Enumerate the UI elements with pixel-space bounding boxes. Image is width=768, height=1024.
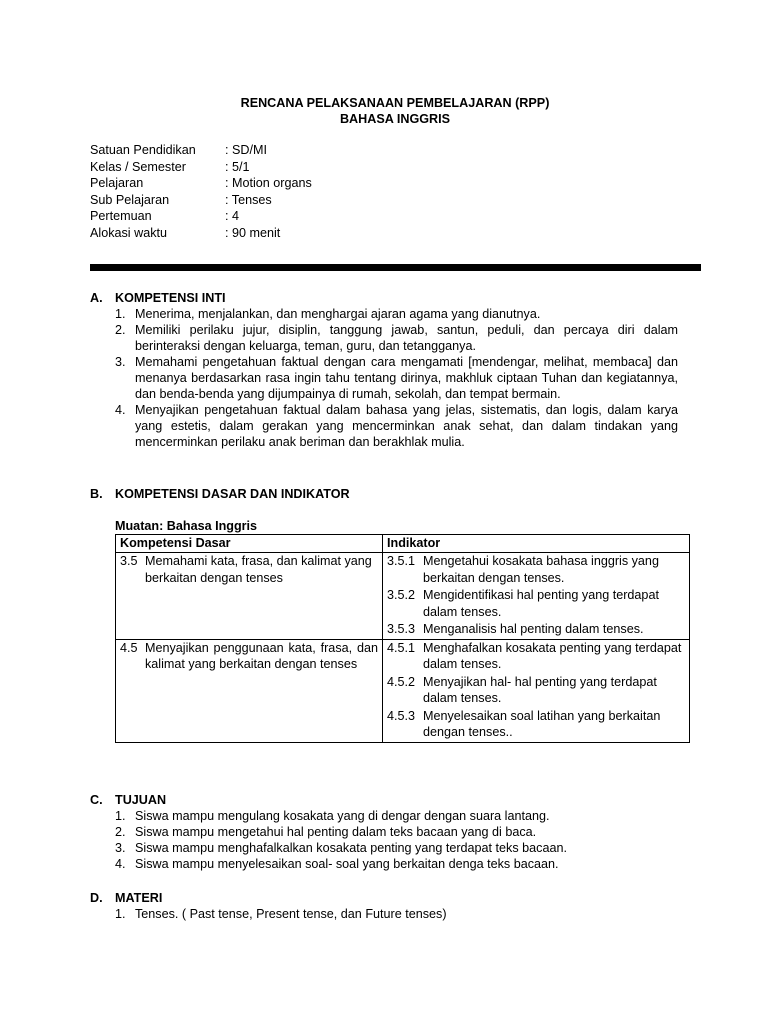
section-c-heading xyxy=(90,792,166,808)
section-title: MATERI xyxy=(115,891,163,905)
kd-cell xyxy=(116,553,383,640)
document-title: RENCANA PELAKSANAAN PEMBELAJARAN (RPP) xyxy=(240,96,550,110)
list-item xyxy=(115,808,678,824)
indicator-text: Menyajikan hal- hal penting yang terdapat dalam tenses. xyxy=(423,674,657,705)
meta-value: : 5/1 xyxy=(225,159,250,174)
indicator-text: Menghafalkan kosakata penting yang terdapat dalam tenses. xyxy=(423,640,682,671)
kd-text: Memahami kata, frasa, dan kalimat yang berkaitan dengan tenses xyxy=(145,554,372,585)
indicator-code: 3.5.3 xyxy=(387,622,416,636)
indicator-text: Mengetahui kosakata bahasa inggris yang berkaitan dengan tenses. xyxy=(423,554,659,585)
list-text: Siswa mampu mengetahui hal penting dalam teks bacaan yang di baca. xyxy=(135,825,537,839)
list-text: Tenses. ( Past tense, Present tense, dan Future tenses) xyxy=(135,907,447,921)
meta-row xyxy=(90,208,312,225)
indikator-cell xyxy=(383,553,690,640)
meta-label: Sub Pelajaran xyxy=(90,192,170,207)
meta-row xyxy=(90,142,312,159)
list-item xyxy=(115,322,678,354)
list-text: Menyajikan pengetahuan faktual dalam bahasa yang jelas, sistematis, dan logis, dalam karya yang estetis, dalam gerakan yang mencerminkan anak sehat, dan dalam tindakan yang mencerminkan perilaku anak beriman dan berakhlak mulia. xyxy=(135,403,678,449)
meta-value: : Motion organs xyxy=(225,176,312,190)
list-text: Memiliki perilaku jujur, disiplin, tanggung jawab, santun, peduli, dan percaya diri dalam berinteraksi dengan keluarga, teman, guru, dan tetangganya. xyxy=(135,323,678,353)
table-header-indikator: Indikator xyxy=(383,535,690,553)
list-number: 3. xyxy=(115,355,126,369)
list-text: Siswa mampu menyelesaikan soal- soal yang berkaitan denga teks bacaan. xyxy=(135,857,559,871)
meta-label: Kelas / Semester xyxy=(90,159,186,174)
indicator-code: 4.5.1 xyxy=(387,640,416,655)
kd-item xyxy=(120,640,378,673)
list-number: 1. xyxy=(115,907,126,921)
kd-item xyxy=(120,553,378,586)
list-item xyxy=(115,824,678,840)
section-b-heading xyxy=(90,486,350,502)
list-number: 1. xyxy=(115,307,126,321)
section-letter: A. xyxy=(90,291,103,305)
list-text: Memahami pengetahuan faktual dengan cara mengamati [mendengar, melihat, membaca] dan menanya berdasarkan rasa ingin tahu tentang dirinya, makhluk ciptaan Tuhan dan kegiatannya, dan benda-benda yang dijumpainya di rumah, sekolah, dan tempat bermain. xyxy=(135,355,678,401)
section-title: KOMPETENSI DASAR DAN INDIKATOR xyxy=(115,487,350,501)
section-letter: D. xyxy=(90,891,103,905)
list-item xyxy=(115,306,678,322)
section-title: KOMPETENSI INTI xyxy=(115,291,226,305)
indicator-text: Mengidentifikasi hal penting yang terdapat dalam tenses. xyxy=(423,588,659,619)
table-row xyxy=(116,553,690,640)
meta-value: : 4 xyxy=(225,209,240,223)
list-item xyxy=(115,840,678,856)
list-item xyxy=(115,906,678,922)
meta-label: Alokasi waktu xyxy=(90,225,167,240)
indicator-item xyxy=(387,587,685,620)
indicator-code: 3.5.1 xyxy=(387,554,416,568)
indicator-code: 3.5.2 xyxy=(387,588,416,602)
section-letter: B. xyxy=(90,487,103,501)
list-number: 4. xyxy=(115,857,126,871)
muatan-label: Muatan: Bahasa Inggris xyxy=(115,519,258,533)
meta-value: : SD/MI xyxy=(225,143,267,157)
table-header-row xyxy=(116,535,690,553)
meta-label: Pertemuan xyxy=(90,209,152,223)
list-number: 1. xyxy=(115,809,126,823)
materi-list xyxy=(115,906,678,922)
section-a-heading xyxy=(90,290,226,306)
kd-code: 4.5 xyxy=(120,640,138,655)
list-item xyxy=(115,402,678,450)
meta-label: Pelajaran xyxy=(90,176,144,190)
section-d-heading xyxy=(90,890,162,906)
kompetensi-inti-list xyxy=(115,306,678,450)
list-number: 2. xyxy=(115,825,126,839)
indicator-item xyxy=(387,674,685,707)
table-row xyxy=(116,639,690,742)
kd-code: 3.5 xyxy=(120,554,138,568)
meta-label: Satuan Pendidikan xyxy=(90,143,196,157)
meta-row xyxy=(90,175,312,192)
section-letter: C. xyxy=(90,793,103,807)
meta-value: : Tenses xyxy=(225,192,272,207)
list-item xyxy=(115,856,678,872)
meta-row xyxy=(90,192,312,209)
indicator-text: Menganalisis hal penting dalam tenses. xyxy=(423,622,644,636)
indikator-cell xyxy=(383,639,690,742)
identity-block xyxy=(90,142,312,241)
kompetensi-table xyxy=(115,534,690,743)
indicator-item xyxy=(387,621,685,638)
indicator-code: 4.5.2 xyxy=(387,674,416,689)
meta-row xyxy=(90,159,312,176)
list-text: Siswa mampu mengulang kosakata yang di dengar dengan suara lantang. xyxy=(135,809,550,823)
list-number: 3. xyxy=(115,841,126,855)
kd-text: Menyajikan penggunaan kata, frasa, dan kalimat yang berkaitan dengan tenses xyxy=(145,640,378,671)
meta-row xyxy=(90,225,312,242)
section-title: TUJUAN xyxy=(115,793,167,807)
table-header-kd: Kompetensi Dasar xyxy=(116,535,383,553)
document-subtitle: BAHASA INGGRIS xyxy=(339,112,451,126)
divider-rule xyxy=(90,264,701,271)
list-item xyxy=(115,354,678,402)
indicator-item xyxy=(387,708,685,741)
tujuan-list xyxy=(115,808,678,872)
meta-value: : 90 menit xyxy=(225,225,281,240)
kd-cell xyxy=(116,639,383,742)
list-text: Siswa mampu menghafalkalkan kosakata penting yang terdapat teks bacaan. xyxy=(135,841,567,855)
indicator-text: Menyelesaikan soal latihan yang berkaitan dengan tenses.. xyxy=(423,708,661,739)
list-number: 2. xyxy=(115,323,126,337)
list-number: 4. xyxy=(115,403,126,417)
indicator-item xyxy=(387,553,685,586)
indicator-item xyxy=(387,640,685,673)
list-text: Menerima, menjalankan, dan menghargai ajaran agama yang dianutnya. xyxy=(135,307,541,321)
indicator-code: 4.5.3 xyxy=(387,708,416,723)
